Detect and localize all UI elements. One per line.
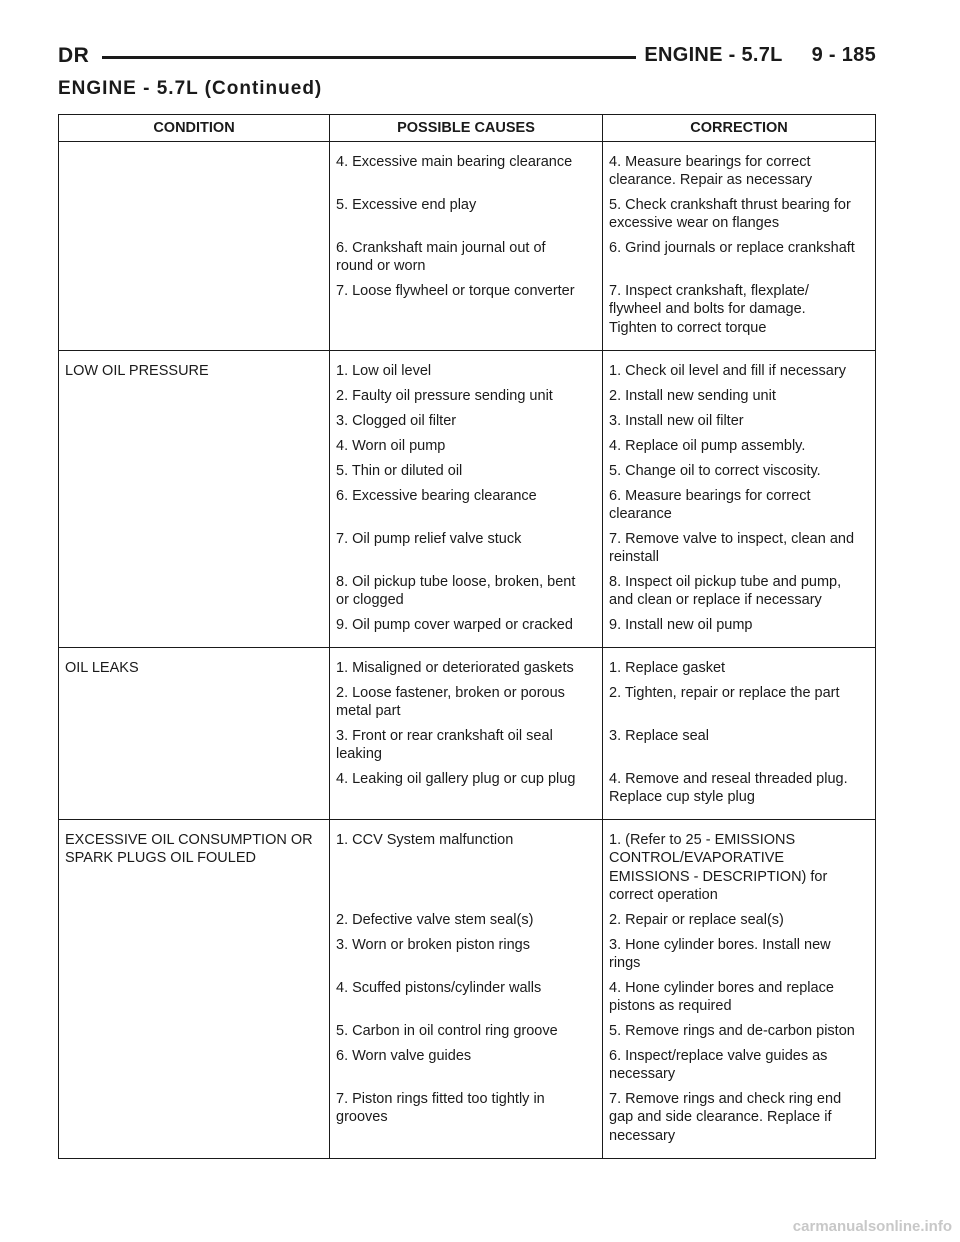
header-page-ref: ENGINE - 5.7L 9 - 185 [644, 44, 876, 66]
section-title: ENGINE - 5.7L (Continued) [58, 78, 323, 99]
correction-item: 4. Replace oil pump assembly. [609, 437, 806, 454]
correction-item: 3. Install new oil filter [609, 412, 744, 429]
correction-item: 5. Change oil to correct viscosity. [609, 462, 821, 479]
correction-item: 6. Grind journals or replace crankshaft [609, 239, 855, 256]
cause-item: 5. Carbon in oil control ring groove [336, 1022, 558, 1039]
correction-item: 6. Measure bearings for correct clearance [609, 487, 811, 522]
cause-item: 1. CCV System malfunction [336, 831, 514, 848]
causes-cell [330, 647, 603, 819]
correction-item: 6. Inspect/replace valve guides as necessary [609, 1047, 828, 1082]
correction-item: 7. Inspect crankshaft, flexplate/ flywheel and bolts for damage. Tighten to correct torque [609, 282, 809, 336]
column-header-correction: CORRECTION [603, 115, 876, 142]
column-header-condition: CONDITION [59, 115, 330, 142]
cause-item: 2. Defective valve stem seal(s) [336, 911, 534, 928]
correction-item: 8. Inspect oil pickup tube and pump, and clean or replace if necessary [609, 573, 842, 608]
condition-cell [59, 647, 330, 819]
cause-item: 8. Oil pickup tube loose, broken, bent or clogged [336, 573, 576, 608]
cause-item: 7. Loose flywheel or torque converter [336, 282, 575, 299]
corrections-cell [603, 350, 876, 647]
cause-item: 6. Worn valve guides [336, 1047, 472, 1064]
condition-text: EXCESSIVE OIL CONSUMPTION OR SPARK PLUGS OIL FOULED [65, 831, 313, 866]
causes-cell [330, 350, 603, 647]
cause-item: 5. Thin or diluted oil [336, 462, 463, 479]
cause-item: 4. Worn oil pump [336, 437, 446, 454]
header-left-code: DR [58, 44, 90, 67]
table-header-row [59, 115, 876, 142]
correction-item: 3. Hone cylinder bores. Install new rings [609, 936, 831, 971]
watermark: carmanualsonline.info [792, 1218, 952, 1235]
correction-item: 5. Check crankshaft thrust bearing for excessive wear on flanges [609, 196, 851, 231]
table-row [59, 350, 876, 647]
correction-item: 4. Remove and reseal threaded plug. Replace cup style plug [609, 770, 848, 805]
correction-item: 2. Tighten, repair or replace the part [609, 684, 840, 701]
condition-cell [59, 350, 330, 647]
correction-item: 4. Hone cylinder bores and replace pistons as required [609, 979, 834, 1014]
cause-item: 4. Excessive main bearing clearance [336, 153, 573, 170]
cause-item: 1. Misaligned or deteriorated gaskets [336, 659, 574, 676]
cause-item: 1. Low oil level [336, 362, 432, 379]
cause-item: 4. Scuffed pistons/cylinder walls [336, 979, 542, 996]
correction-item: 2. Install new sending unit [609, 387, 776, 404]
cause-item: 2. Loose fastener, broken or porous metal part [336, 684, 565, 719]
correction-item: 1. Replace gasket [609, 659, 726, 676]
cause-item: 7. Piston rings fitted too tightly in grooves [336, 1090, 545, 1125]
diagnosis-table [58, 114, 876, 1159]
condition-cell [59, 819, 330, 1158]
cause-item: 6. Excessive bearing clearance [336, 487, 537, 504]
correction-item: 5. Remove rings and de-carbon piston [609, 1022, 855, 1039]
cause-item: 2. Faulty oil pressure sending unit [336, 387, 553, 404]
correction-item: 1. Check oil level and fill if necessary [609, 362, 846, 379]
correction-item: 3. Replace seal [609, 727, 709, 744]
causes-cell [330, 819, 603, 1158]
corrections-cell [603, 647, 876, 819]
causes-cell [330, 141, 603, 350]
table-row [59, 819, 876, 1158]
header-rule [102, 56, 636, 59]
cause-item: 3. Worn or broken piston rings [336, 936, 530, 953]
corrections-cell [603, 141, 876, 350]
correction-item: 7. Remove rings and check ring end gap and side clearance. Replace if necessary [609, 1090, 842, 1144]
condition-text: LOW OIL PRESSURE [65, 362, 209, 379]
condition-cell [59, 141, 330, 350]
correction-item: 2. Repair or replace seal(s) [609, 911, 784, 928]
table-row [59, 141, 876, 350]
condition-text: OIL LEAKS [65, 659, 139, 676]
cause-item: 3. Clogged oil filter [336, 412, 457, 429]
correction-item: 4. Measure bearings for correct clearance. Repair as necessary [609, 153, 813, 188]
table-body [59, 141, 876, 1158]
page-header [58, 42, 876, 72]
cause-item: 5. Excessive end play [336, 196, 477, 213]
corrections-cell [603, 819, 876, 1158]
correction-item: 7. Remove valve to inspect, clean and reinstall [609, 530, 855, 565]
correction-item: 9. Install new oil pump [609, 616, 753, 633]
correction-item: 1. (Refer to 25 - EMISSIONS CONTROL/EVAPORATIVE EMISSIONS - DESCRIPTION) for correct operation [609, 831, 828, 903]
cause-item: 4. Leaking oil gallery plug or cup plug [336, 770, 576, 787]
table-row [59, 647, 876, 819]
cause-item: 9. Oil pump cover warped or cracked [336, 616, 573, 633]
column-header-possible-causes: POSSIBLE CAUSES [330, 115, 603, 142]
cause-item: 3. Front or rear crankshaft oil seal leaking [336, 727, 553, 762]
cause-item: 7. Oil pump relief valve stuck [336, 530, 522, 547]
cause-item: 6. Crankshaft main journal out of round or worn [336, 239, 546, 274]
